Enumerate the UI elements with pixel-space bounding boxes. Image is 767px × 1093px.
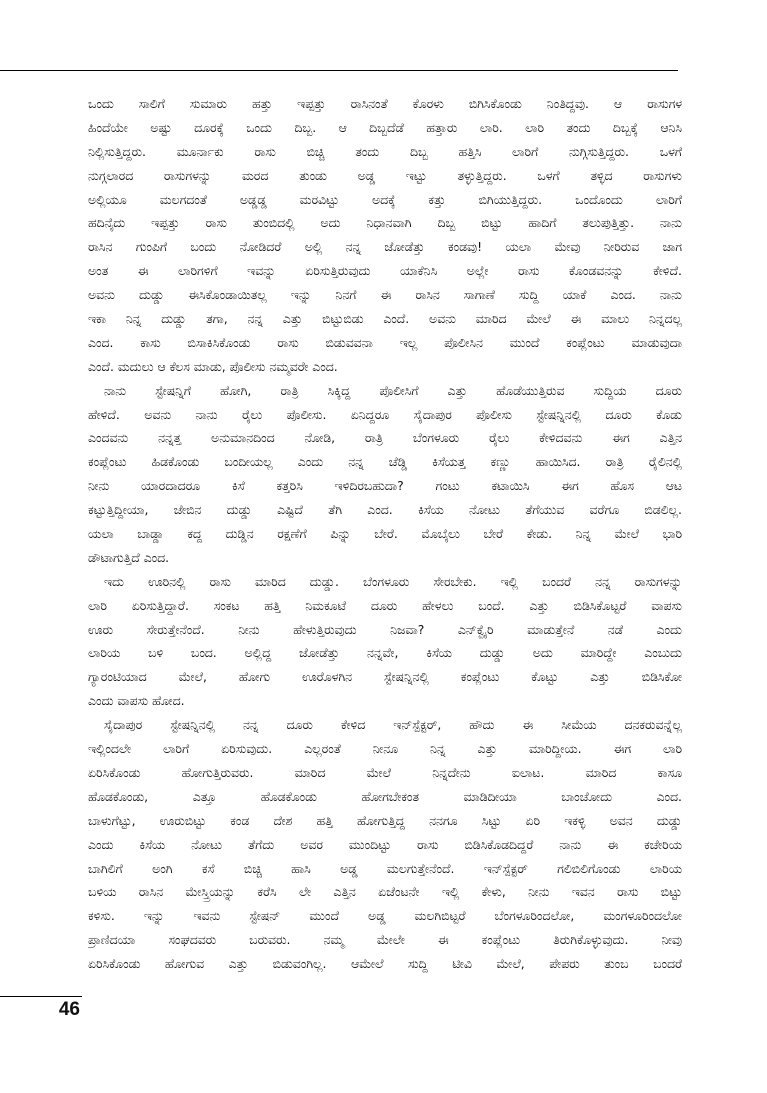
- text-line: ಪ್ರಾಣಿದಯಾ ಸಂಘದವರು ಬರುವರು. ನಮ್ಮ ಮೇಲೇ ಈ ಕಂಪ್ಲೆಂಟು ತಿರುಗಿಕೊಳ್ಳುವುದು. ನೀವು: [88, 932, 682, 948]
- text-line: ಲಾರಿ ಏರಿಸುತ್ತಿದ್ದಾರೆ. ಸಂಕಟ ಹತ್ತಿ ನಿಮಕೂಟೆ ದೂರು ಹೇಳಲು ಬಂದೆ. ಎತ್ತು ಬಿಡಿಸಿಕೊಟ್ಟರೆ ವಾಪಸು: [88, 597, 682, 613]
- text-line: ಬಾಗಿಲಿಗೆ ಅಂಗಿ ಕಸೆ ಬಿಚ್ಚಿ ಹಾಸಿ ಅಡ್ಡ ಮಲಗುತ್ತೇನೆಂದೆ. ಇನ್‌ಸ್ಪೆಕ್ಟರ್ ಗಲಿಬಿಲಿಗೊಂಡು ಲಾರಿಯ: [88, 860, 682, 876]
- text-line: ಎಂದು ವಾಪಸು ಹೋದ.: [88, 693, 185, 709]
- paragraph-4: [88, 713, 682, 976]
- text-line: ಬಳಿಯ ರಾಸಿನ ಮೇಸ್ತ್ರಿಯನ್ನು ಕರೆಸಿ ಲೇ ಎತ್ತಿನ ಏಜೆಂಟನೇ ಇಲ್ಲಿ ಕೇಳು, ನೀನು ಇವನ ರಾಸು ಬಿಟ್ಟು: [88, 884, 682, 900]
- text-line: ಎಂದವನು ನನ್ನತ್ತ ಅನುಮಾನದಿಂದ ನೋಡಿ, ರಾತ್ರಿ ಬೆಂಗಳೂರು ರೈಲು ಕೇಳಿದವನು ಈಗ ಎತ್ತಿನ: [88, 430, 682, 446]
- text-line: ಇದು ಊರಿನಲ್ಲಿ ರಾಸು ಮಾರಿದ ದುಡ್ಡು. ಬೆಂಗಳೂರು ಸೇರಬೇಕು. ಇಲ್ಲಿ ಬಂದರೆ ನನ್ನ ರಾಸುಗಳನ್ನು: [104, 573, 682, 589]
- paragraph-1: [88, 92, 682, 379]
- text-line: ಎಂದ. ಕಾಸು ಬಿಸಾಕಿಸಿಕೊಂಡು ರಾಸು ಬಿಡುವವನಾ ಇಲ್ಲ ಪೊಲೀಸಿನ ಮುಂದೆ ಕಂಪ್ಲೆಂಟು ಮಾಡುವುದಾ: [88, 334, 682, 350]
- text-line: ಹೇಳಿದೆ. ಅವನು ನಾನು ರೈಲು ಪೊಲೀಸು. ಏನಿದ್ದರೂ ಸೈದಾಪುರ ಪೊಲೀಸು ಸ್ಟೇಷನ್ನಿನಲ್ಲಿ ದೂರು ಕೊಡು: [88, 406, 682, 422]
- text-line: ಸೈದಾಪುರ ಸ್ಟೇಷನ್ನಿನಲ್ಲಿ ನನ್ನ ದೂರು ಕೇಳಿದ ಇನ್‌ಸ್ಪೆಕ್ಟರ್, ಹೌದು ಈ ಸೀಮೆಯ ದನಕರುವನ್ನೆಲ್ಲ: [104, 717, 682, 733]
- text-line: ಅವನು ದುಡ್ಡು ಈಸಿಕೊಂಡಾಯಿತಲ್ಲ ಇನ್ನು ನಿನಗೆ ಈ ರಾಸಿನ ಸಾಗಾಣೆ ಸುದ್ದಿ ಯಾಕೆ ಎಂದ. ನಾನು: [88, 287, 682, 303]
- text-line: ಗ್ಯಾರಂಟಿಯಾದ ಮೇಲೆ, ಹೋಗು ಊರೊಳಗಿನ ಸ್ಟೇಷನ್ನಿನಲ್ಲಿ ಕಂಪ್ಲೆಂಟು ಕೊಟ್ಟು ಎತ್ತು ಬಿಡಿಸಿಕೋ: [88, 669, 682, 685]
- text-line: ಕಟ್ಟುತ್ತಿದ್ದೀಯಾ, ಜೇಬಿನ ದುಡ್ಡು ಎಷ್ಟಿದೆ ತೆಗಿ ಎಂದ. ಕಿಸೆಯ ನೋಟು ತೆಗೆಯುವ ವರೆಗೂ ಬಿಡಲಿಲ್ಲ.: [88, 502, 682, 518]
- text-line: ನಿಲ್ಲಿಸುತ್ತಿದ್ದರು. ಮೂರ್ನಾಕು ರಾಸು ಬಿಚ್ಚಿ ತಂದು ದಿಬ್ಬ ಹತ್ತಿಸಿ ಲಾರಿಗೆ ನುಗ್ಗಿಸುತ್ತಿದ್ದರು. ಒಳಗೆ: [88, 143, 682, 159]
- text-line: ಹೊಡಕೊಂಡು, ಎತ್ತೂ ಹೊಡಕೊಂಡು ಹೋಗಬೇಕಂತ ಮಾಡಿದೀಯಾ ಬಾಂಚೋದು ಎಂದ.: [88, 788, 682, 804]
- text-line: ಅಲ್ಲಿಯೂ ಮಲಗದಂತೆ ಅಡ್ಡಡ್ಡ ಮರವಿಟ್ಟು ಅದಕ್ಕೆ ಕತ್ತು ಬಿಗಿಯುತ್ತಿದ್ದರು. ಒಂದೊಂದು ಲಾರಿಗೆ: [88, 191, 682, 207]
- text-line: ರಾಸಿನ ಗುಂಪಿಗೆ ಬಂದು ನೋಡಿದರೆ ಅಲ್ಲಿ ನನ್ನ ಜೋಡೆತ್ತು ಕಂಡವು! ಯಲಾ ಮೇವು ನೀರಿರುವ ಜಾಗ: [88, 239, 682, 255]
- text-line: ಕಂಪ್ಲೆಂಟು ಹಿಡಕೊಂಡು ಬಂದೀಯಲ್ಲ ಎಂದು ನನ್ನ ಚೆಡ್ಡಿ ಕಿಸೆಯತ್ತ ಕಣ್ಣು ಹಾಯಿಸಿದ. ರಾತ್ರಿ ರೈಲಿನಲ್ಲಿ: [88, 454, 682, 470]
- text-line: ಇಕಾ ನಿನ್ನ ದುಡ್ಡು ತಗಾ, ನನ್ನ ಎತ್ತು ಬಿಟ್ಟುಬಿಡು ಎಂದೆ. ಅವನು ಮಾರಿದ ಮೇಲೆ ಈ ಮಾಲು ನಿನ್ನದಲ್ಲ: [88, 311, 682, 327]
- text-line: ನಾನು ಸ್ಟೇಷನ್ನಿಗೆ ಹೋಗಿ, ರಾತ್ರಿ ಸಿಕ್ಕಿದ್ದ ಪೊಲೀಸಿಗೆ ಎತ್ತು ಹೊಡೆಯುತ್ತಿರುವ ಸುದ್ದಿಯ ದೂರು: [104, 382, 682, 398]
- paragraph-3: [88, 570, 682, 713]
- text-line: ಕಳಿಸು. ಇನ್ನು ಇವನು ಸ್ಟೇಷನ್ ಮುಂದೆ ಅಡ್ಡ ಮಲಗಿಬಿಟ್ಟರೆ ಬೆಂಗಳೂರಿಂದಲೋ, ಮಂಗಳೂರಿಂದಲೋ: [88, 908, 682, 924]
- text-line: ಯಲಾ ಬಾಡ್ಡಾ ಕದ್ದ ದುಡ್ಡಿನ ರಕ್ಷಣೆಗೆ ಪಿನ್ನು ಬೇರೆ. ಮೊಬೈಲು ಬೇರೆ ಕೇಡು. ನಿನ್ನ ಮೇಲೆ ಭಾರಿ: [88, 526, 682, 542]
- text-line: ಹಿಂದೆಯೇ ಅಷ್ಟು ದೂರಕ್ಕೆ ಒಂದು ದಿಬ್ಬ. ಆ ದಿಬ್ಬದೆಡೆ ಹತ್ತಾರು ಲಾರಿ. ಲಾರಿ ತಂದು ದಿಬ್ಬಕ್ಕೆ ಆನಿಸಿ: [88, 119, 682, 135]
- footer-rule: [0, 996, 82, 997]
- text-line: ಒಂದು ಸಾಲಿಗೆ ಸುಮಾರು ಹತ್ತು ಇಪ್ಪತ್ತು ರಾಸಿನಂತೆ ಕೊರಳು ಬಿಗಿಸಿಕೊಂಡು ನಿಂತಿದ್ದವು. ಆ ರಾಸುಗಳ: [88, 96, 682, 111]
- text-line: ಹದಿನೈದು ಇಪ್ಪತ್ತು ರಾಸು ತುಂಬಿದಲ್ಲಿ ಅದು ನಿಧಾನವಾಗಿ ದಿಬ್ಬ ಬಿಟ್ಟು ಹಾದಿಗೆ ತಲುಪುತ್ತಿತ್ತು. ನಾನು: [88, 215, 682, 231]
- paragraph-2: [88, 379, 682, 570]
- text-line: ಎಂದೆ. ಮದುಲು ಆ ಕೆಲಸ ಮಾಡು, ಪೊಲೀಸು ನಮ್ಮವರೇ ಎಂದ.: [88, 358, 338, 374]
- text-line: ಎಂದು ಕಿಸೆಯ ನೋಟು ತೆಗೆದು ಅವರ ಮುಂದಿಟ್ಟು ರಾಸು ಬಿಡಿಸಿಕೊಡದಿದ್ದರೆ ನಾನು ಈ ಕಚೇರಿಯ: [88, 836, 682, 852]
- text-line: ಬಾಳುಗೆಟ್ಟು, ಊರುಬಿಟ್ಟು ಕಂಡ ದೇಶ ಹತ್ತಿ ಹೋಗುತ್ತಿದ್ದ ನನಗೂ ಸಿಟ್ಟು ಏರಿ ಇಕಳ್ಳಿ ಅವನ ದುಡ್ಡು: [88, 812, 682, 828]
- text-line: ನೀನು ಯಾರದಾದರೂ ಕಿಸೆ ಕತ್ತರಿಸಿ ಇಳಿದಿರಬಹುದಾ? ಗಂಟು ಕಟಾಯಿಸಿ ಈಗ ಹೊಸ ಆಟ: [88, 478, 682, 494]
- header-rule: [0, 70, 678, 71]
- text-line: ಊರು ಸೇರುತ್ತೇನೆಂದೆ. ನೀನು ಹೇಳುತ್ತಿರುವುದು ನಿಜವಾ? ಎನ್‌ಕ್ವೈರಿ ಮಾಡುತ್ತೇನೆ ನಡೆ ಎಂದು: [88, 621, 682, 637]
- text-line: ಏರಿಸಿಕೊಂಡು ಹೋಗುತ್ತಿರುವರು. ಮಾರಿದ ಮೇಲೆ ನಿನ್ನದೇನು ಐಲಾಟ. ಮಾರಿದ ಕಾಸೂ: [88, 764, 682, 780]
- text-line: ಡೌಟಾಗುತ್ತಿದೆ ಎಂದ.: [88, 549, 170, 565]
- text-line: ನುಗ್ಗಲಾರದ ರಾಸುಗಳನ್ನು ಮರದ ತುಂಡು ಅಡ್ಡ ಇಟ್ಟು ತಳ್ಳುತ್ತಿದ್ದರು. ಒಳಗೆ ತಳ್ಳಿದ ರಾಸುಗಳು: [88, 167, 682, 183]
- text-line: ಲಾರಿಯ ಬಳಿ ಬಂದ. ಅಲ್ಲಿದ್ದ ಜೋಡೆತ್ತು ನನ್ನವೇ, ಕಿಸೆಯ ದುಡ್ಡು ಅದು ಮಾರಿದ್ದೇ ಎಂಬುದು: [88, 645, 682, 661]
- text-line: ಅಂತ ಈ ಲಾರಿಗಳಿಗೆ ಇವನ್ನು ಏರಿಸುತ್ತಿರುವುದು ಯಾಕೆನಿಸಿ ಅಲ್ಲೇ ರಾಸು ಕೊಂಡವನನ್ನು ಕೇಳಿದೆ.: [88, 263, 682, 279]
- text-line: ಇಲ್ಲಿಂದಲೇ ಲಾರಿಗೆ ಏರಿಸುವುದು. ಎಲ್ಲರಂತೆ ನೀನೂ ನಿನ್ನ ಎತ್ತು ಮಾರಿದ್ದೀಯ. ಈಗ ಲಾರಿ: [88, 741, 682, 757]
- text-line: ಏರಿಸಿಕೊಂಡು ಹೋಗುವ ಎತ್ತು ಬಿಡುವಂಗಿಲ್ಲ. ಆಮೇಲೆ ಸುದ್ದಿ ಟೀವಿ ಮೇಲೆ, ಪೇಪರು ತುಂಬ ಬಂದರೆ: [88, 956, 682, 972]
- body-text: [88, 92, 682, 976]
- page-number: 46: [58, 999, 80, 1020]
